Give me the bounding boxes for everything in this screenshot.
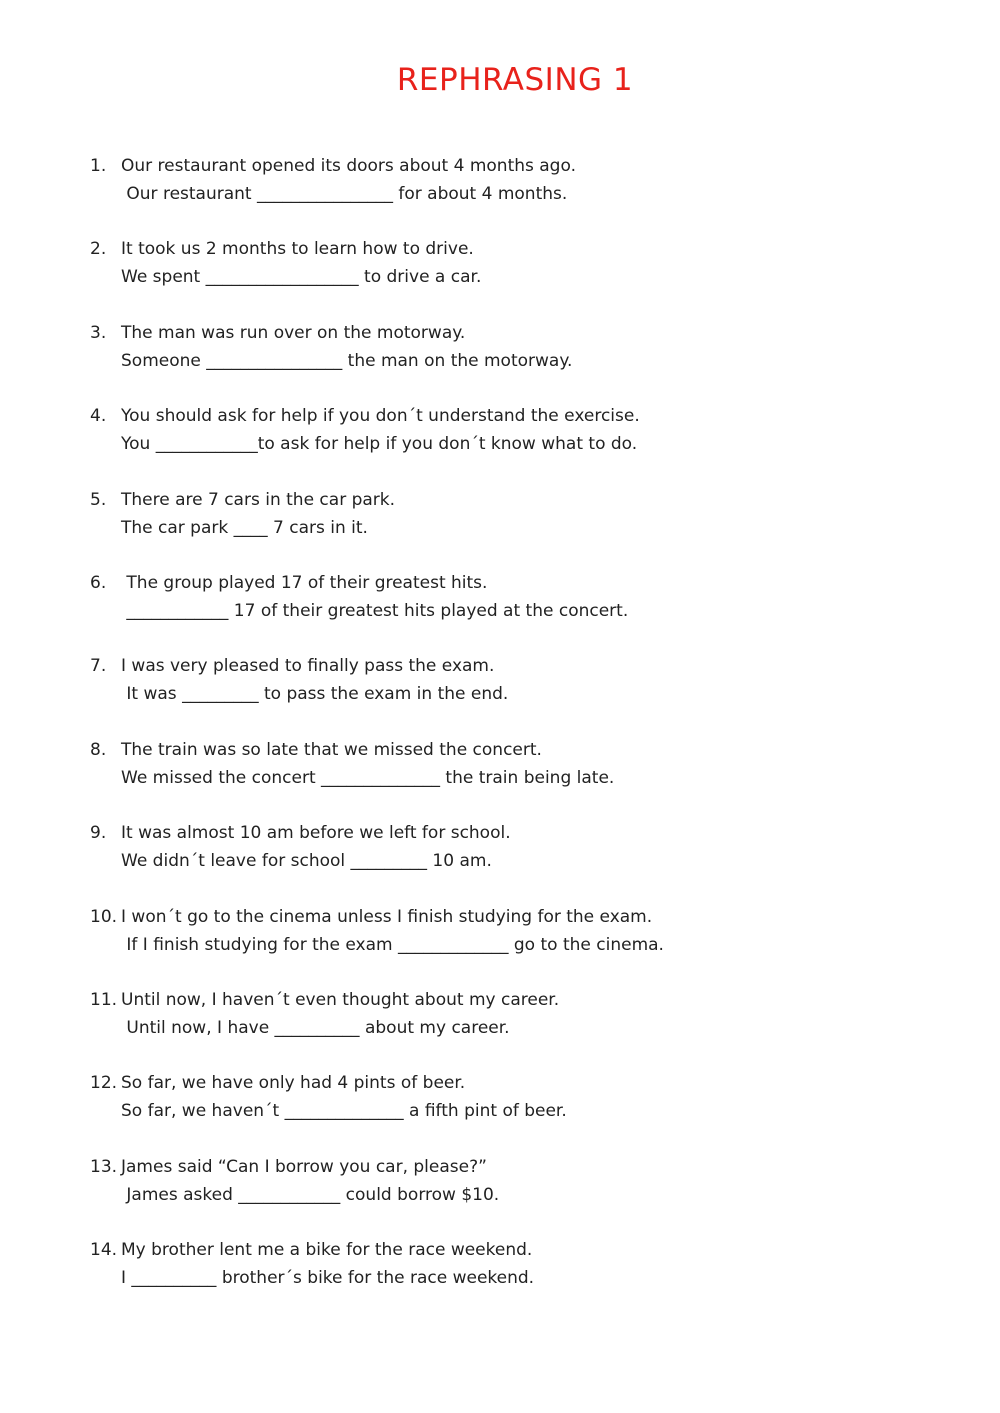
exercise-item-11	[90, 986, 970, 1069]
rewrite-sentence: It was _________ to pass the exam in the end.	[121, 684, 509, 705]
exercise-item-8	[90, 736, 970, 819]
item-number: 1.	[90, 156, 107, 176]
original-sentence: The man was run over on the motorway.	[121, 322, 466, 343]
rewrite-sentence: You ____________to ask for help if you don´t know what to do.	[121, 434, 638, 455]
rewrite-sentence: So far, we haven´t ______________ a fifth pint of beer.	[121, 1101, 567, 1122]
item-number: 5.	[90, 489, 107, 510]
rewrite-sentence: If I finish studying for the exam _____________ go to the cinema.	[121, 934, 664, 955]
rewrite-sentence: We missed the concert ______________ the train being late.	[121, 767, 615, 788]
exercise-item-13	[90, 1153, 970, 1236]
original-sentence: You should ask for help if you don´t understand the exercise.	[121, 406, 640, 427]
item-number: 11.	[90, 989, 118, 1010]
exercise-item-7	[90, 652, 970, 735]
original-sentence: James said “Can I borrow you car, please?”	[121, 1156, 487, 1177]
rewrite-sentence: ____________ 17 of their greatest hits played at the concert.	[121, 600, 629, 621]
exercise-item-6	[90, 569, 970, 652]
original-sentence: I was very pleased to finally pass the exam.	[121, 656, 495, 677]
exercise-item-9	[90, 819, 970, 902]
page-title: REPHRASING 1	[396, 62, 634, 98]
original-sentence: Until now, I haven´t even thought about my career.	[121, 989, 560, 1010]
exercise-item-14	[90, 1236, 970, 1319]
original-sentence: It took us 2 months to learn how to drive.	[121, 239, 474, 260]
item-number: 8.	[90, 739, 107, 760]
original-sentence: So far, we have only had 4 pints of beer.	[121, 1073, 466, 1094]
exercise-item-12	[90, 1069, 970, 1152]
exercise-item-1	[90, 152, 970, 235]
item-number: 14.	[90, 1240, 118, 1261]
item-number: 12.	[90, 1073, 118, 1094]
original-sentence: There are 7 cars in the car park.	[121, 489, 396, 510]
item-number: 2.	[90, 239, 107, 260]
original-sentence: The group played 17 of their greatest hits.	[121, 572, 488, 593]
exercise-item-4	[90, 402, 970, 485]
original-sentence: It was almost 10 am before we left for school.	[121, 823, 511, 844]
exercise-item-3	[90, 319, 970, 402]
item-number: 6.	[90, 572, 107, 593]
exercise-list	[90, 152, 970, 1319]
rewrite-sentence: We spent __________________ to drive a car.	[121, 267, 482, 288]
original-sentence: The train was so late that we missed the concert.	[121, 739, 542, 760]
rewrite-sentence: Until now, I have __________ about my career.	[121, 1017, 510, 1038]
rewrite-sentence: James asked ____________ could borrow $10.	[121, 1184, 500, 1205]
rewrite-sentence: We didn´t leave for school _________ 10 am.	[121, 851, 492, 872]
item-number: 4.	[90, 406, 107, 427]
item-number: 3.	[90, 322, 107, 343]
item-number: 9.	[90, 823, 107, 844]
rewrite-sentence: Someone ________________ the man on the motorway.	[121, 350, 573, 371]
item-number: 10.	[90, 906, 118, 927]
rewrite-sentence: I __________ brother´s bike for the race weekend.	[121, 1268, 535, 1289]
rewrite-sentence: The car park ____ 7 cars in it.	[121, 517, 368, 538]
original-sentence: I won´t go to the cinema unless I finish studying for the exam.	[121, 906, 653, 927]
exercise-item-2	[90, 235, 970, 318]
exercise-item-10	[90, 903, 970, 986]
item-number: 13.	[90, 1156, 118, 1177]
exercise-item-5	[90, 486, 970, 569]
item-number: 7.	[90, 656, 107, 677]
original-sentence: My brother lent me a bike for the race weekend.	[121, 1240, 533, 1261]
rewrite-sentence: Our restaurant ________________ for about 4 months.	[121, 184, 568, 204]
original-sentence: Our restaurant opened its doors about 4 months ago.	[121, 156, 576, 176]
